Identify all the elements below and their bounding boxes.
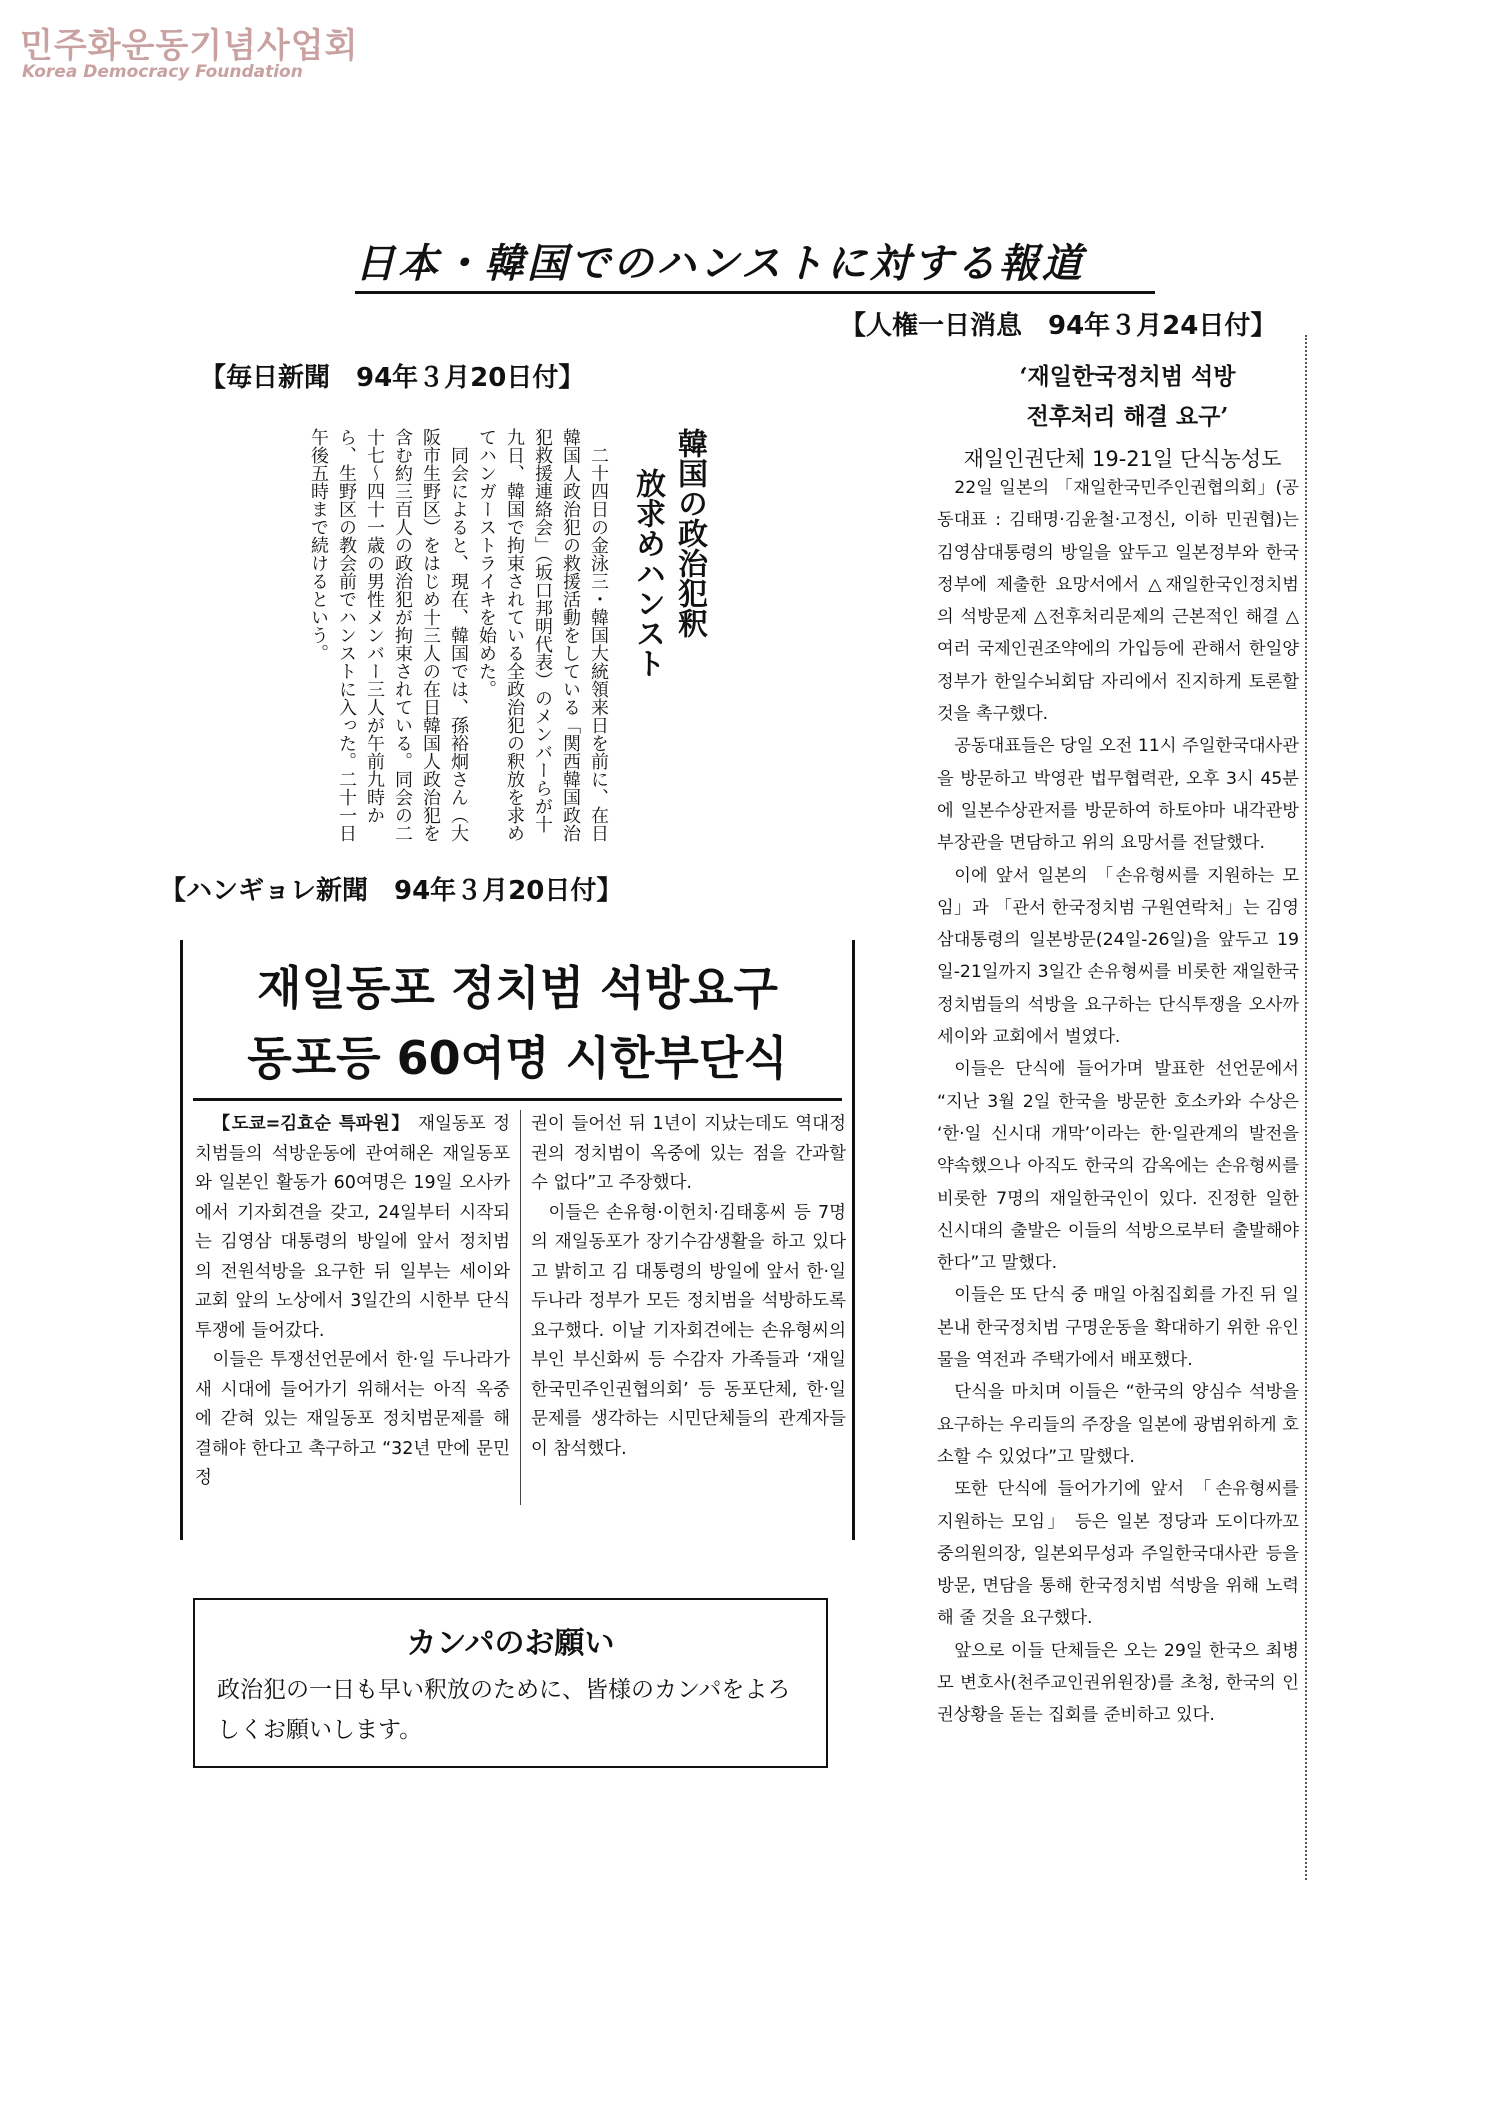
foundation-logo-korean: 민주화운동기념사업회 — [20, 26, 359, 66]
mainichi-headline-1: 韓国の政治犯釈 — [672, 428, 707, 638]
mainichi-article-body — [304, 428, 612, 843]
jinken-subhead: 재일인권단체 19-21일 단식농성도 — [963, 447, 1282, 471]
jinken-paragraph: 공동대표들은 당일 오전 11시 주일한국대사관을 방문하고 박영관 법무협력관, 오후 3시 45분에 일본수상관저를 방문하여 하토야마 내각관방부장관을 면담하고 위의 요망서를 전달했다. — [937, 736, 1299, 854]
jinken-headline-2: 전후처리 해결 요구’ — [1026, 403, 1229, 430]
donation-request-box — [193, 1598, 828, 1768]
hankyoreh-source: 【ハンギョレ新聞 94年３月20日付】 — [160, 876, 623, 906]
foundation-logo-english: Korea Democracy Foundation — [22, 62, 303, 82]
hankyoreh-paragraph: 권이 들어선 뒤 1년이 지났는데도 역대정권의 정치범이 옥중에 있는 점을 간과할 수 없다”고 주장했다. — [531, 1114, 846, 1193]
mainichi-source: 【毎日新聞 94年３月20日付】 — [200, 363, 585, 393]
hankyoreh-dateline: 【도쿄=김효순 특파원】 — [212, 1114, 411, 1134]
mainichi-paragraph: 同会によると、現在、韓国では、孫裕炯さん（大阪市生野区）をはじめ十三人の在日韓国人政治犯を含む約三百人の政治犯が拘束されている。同会の二十七〜四十一歳の男性メンバー三人が午前九時から、生野区の教会前でハンストに入った。二十一日午後五時まで続けるという。 — [308, 428, 469, 842]
jinken-paragraph: 이들은 또 단식 중 매일 아침집회를 가진 뒤 일본내 한국정치범 구명운동을 확대하기 위한 유인물을 역전과 주택가에서 배포했다. — [937, 1285, 1299, 1371]
hankyoreh-headline-2: 동포등 60여명 시한부단식 — [247, 1031, 788, 1085]
donation-body: 政治犯の一日も早い釈放のために、皆様のカンパをよろしくお願いします。 — [217, 1677, 791, 1743]
hankyoreh-column-1 — [195, 1110, 510, 1494]
hankyoreh-paragraph: 재일동포 정치범들의 석방운동에 관여해온 재일동포와 일본인 활동가 60여명은 19일 오사카에서 기자회견을 갖고, 24일부터 시작되는 김영삼 대통령의 방일에 앞서 정치범의 전원석방을 요구한 뒤 일부는 세이와교회 앞의 노상에서 3일간의 시한부 단식투쟁에 들어갔다. — [195, 1114, 510, 1341]
page-title: 日本・韓国でのハンストに対する報道 — [355, 232, 1155, 294]
hankyoreh-paragraph: 이들은 투쟁선언문에서 한·일 두나라가 새 시대에 들어가기 위해서는 아직 옥중에 갇혀 있는 재일동포 정치범문제를 해결해야 한다고 촉구하고 “32년 만에 문민정 — [195, 1350, 510, 1488]
hankyoreh-article — [180, 940, 855, 1540]
mainichi-headline — [626, 428, 710, 788]
mainichi-article — [245, 428, 710, 843]
hankyoreh-column-divider — [520, 1110, 521, 1505]
mainichi-paragraph: 二十四日の金泳三・韓国大統領来日を前に、在日韓国人政治犯の救援活動をしている「関西韓国政治犯救援連絡会」（坂口邦明代表）のメンバーらが十九日、韓国で拘束されている全政治犯の釈放を求めてハンガーストライキを始めた。 — [476, 428, 609, 842]
jinken-article-body — [937, 472, 1299, 1732]
hankyoreh-column-2 — [531, 1110, 846, 1464]
jinken-paragraph: 이에 앞서 일본의 「손유형씨를 지원하는 모임」과 「관서 한국정치범 구원연락처」는 김영삼대통령의 일본방문(24일-26일)을 앞두고 19일-21일까지 3일간 손유형씨를 비롯한 재일한국정치범들의 석방을 요구하는 단식투쟁을 오사까 세이와 교회에서 벌였다. — [937, 865, 1299, 1048]
jinken-headline-1: ‘재일한국정치범 석방 — [1019, 363, 1236, 390]
donation-title: カンパのお願い — [406, 1626, 615, 1661]
column-divider — [1305, 335, 1307, 1880]
mainichi-headline-2: 放求めハンスト — [630, 468, 665, 678]
hankyoreh-headline-1: 재일동포 정치범 석방요구 — [257, 961, 778, 1015]
jinken-source: 【人権一日消息 94年３月24日付】 — [840, 311, 1277, 341]
hankyoreh-paragraph: 이들은 손유형·이헌치·김태홍씨 등 7명의 재일동포가 장기수감생활을 하고 있다고 밝히고 김 대통령의 방일에 앞서 한·일 두나라 정부가 모든 정치범을 석방하도록 요구했다. 이날 기자회견에는 손유형씨의 부인 부신화씨 등 수감자 가족들과 ‘재일한국민주인권협의회’ 등 동포단체, 한·일문제를 생각하는 시민단체들의 관계자들이 참석했다. — [531, 1202, 846, 1459]
jinken-paragraph: 앞으로 이들 단체들은 오는 29일 한국으 최병모 변호사(천주교인권위원장)를 초청, 한국의 인권상황을 돋는 집회를 준비하고 있다. — [937, 1640, 1299, 1726]
jinken-paragraph: 또한 단식에 들어가기에 앞서 「손유형씨를 지원하는 모임」 등은 일본 정당과 도이다까꼬 중의원의장, 일본외무성과 주일한국대사관 등을 방문, 면담을 통해 한국정치범 석방을 위해 노력해 줄 것을 요구했다. — [937, 1479, 1299, 1629]
jinken-paragraph: 단식을 마치며 이들은 “한국의 양심수 석방을 요구하는 우리들의 주장을 일본에 광범위하게 호소할 수 있었다”고 말했다. — [937, 1382, 1299, 1467]
headline-rule — [193, 1098, 842, 1101]
jinken-paragraph: 이들은 단식에 들어가며 발표한 선언문에서 “지난 3월 2일 한국을 방문한 호소카와 수상은 ‘한·일 신시대 개막’이라는 한·일관계의 발전을 약속했으나 아직도 한국의 감옥에는 손유형씨를 비롯한 7명의 재일한국인이 있다. 진정한 일한 신시대의 출발은 이들의 석방으로부터 출발해야 한다”고 말했다. — [937, 1059, 1299, 1274]
jinken-paragraph: 22일 일본의 「재일한국민주인권협의회」(공동대표 : 김태명·김윤철·고정신, 이하 민권협)는 김영삼대통령의 방일을 앞두고 일본정부와 한국정부에 제출한 요망서에서 △재일한국인정치범의 석방문제 △전후처리문제의 근본적인 해결 △여러 국제인권조약에의 가입등에 관해서 한일양정부가 한일수뇌회담 자리에서 진지하게 토론할 것을 촉구했다. — [937, 478, 1299, 725]
